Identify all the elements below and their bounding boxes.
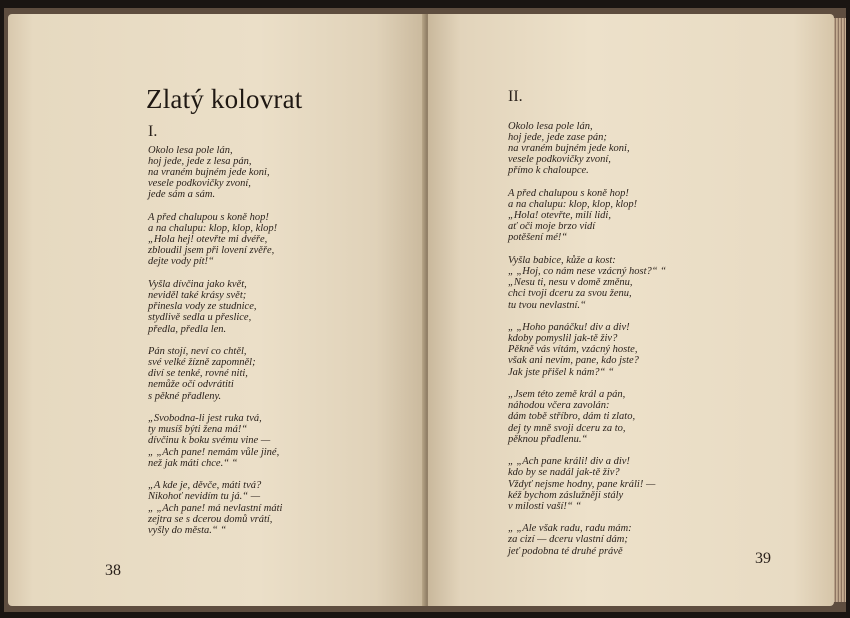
verse-line: Vždyť nejsme hodny, pane králi! —	[508, 478, 656, 490]
stanza	[148, 145, 378, 200]
verse-line: stydlivě sedla u přeslice,	[148, 312, 252, 324]
verse-line: náhodou včera zavolán:	[508, 400, 610, 412]
verse-line: Pěkně vás vítám, vzácný hoste,	[508, 344, 638, 356]
verse-line: „Hola! otevřte, milí lidi,	[508, 210, 611, 222]
verse-line: „Jsem této země král a pán,	[508, 389, 626, 401]
verse-line: „ „Ach pane! nemám vůle jiné,	[148, 446, 280, 458]
left-page	[8, 14, 426, 606]
section-number: II.	[508, 88, 523, 105]
verse-line: a na chalupu: klop, klop, klop!	[508, 199, 638, 211]
verse-line: „ „Hoho panáčku! div a div!	[508, 322, 630, 334]
verse-line: dám tobě stříbro, dám ti zlato,	[508, 411, 636, 423]
verse-line: však ani nevím, pane, kdo jste?	[508, 355, 639, 367]
verse-line: Okolo lesa pole lán,	[148, 145, 233, 156]
verse-line: na vraném bujném jede koni,	[148, 167, 270, 179]
verse-line: hoj jede, jede zase pán;	[508, 132, 607, 144]
stanza	[148, 480, 378, 535]
verse-line: Vyšla babice, kůže a kost:	[508, 255, 616, 267]
verse-line: v milosti vaší!“ “	[508, 500, 582, 512]
section-number: I.	[148, 123, 158, 140]
verse-line: ty musíš býti žena má!“	[148, 424, 248, 436]
verse-line: Okolo lesa pole lán,	[508, 121, 593, 132]
verse-line: dej ty mně svoji dceru za to,	[508, 422, 626, 434]
stanza	[508, 255, 768, 310]
stanza	[148, 413, 378, 468]
verse-line: nemůže očí odvrátiti	[148, 379, 234, 391]
stanza	[508, 389, 768, 444]
verse-line: „Hola hej! otevřte mi dvéře,	[148, 234, 268, 246]
verse-line: kéž bychom záslužněji stály	[508, 489, 624, 501]
verse-line: Vyšla dívčina jako květ,	[148, 279, 247, 291]
verse-line: své velké žízně zapomněl;	[148, 357, 256, 369]
verse-line: A před chalupou s koně hop!	[148, 212, 269, 224]
verse-line: na vraném bujném jede koni,	[508, 143, 630, 155]
verse-line: „ „Ach pane králi! div a div!	[508, 456, 630, 468]
verse-line: za cizí — dceru vlastní dám;	[508, 534, 628, 546]
right-page	[428, 14, 834, 606]
verse-line: přinesla vody ze studnice,	[148, 301, 257, 313]
stanza	[508, 523, 768, 556]
stanza	[148, 279, 378, 334]
verse-line: pěknou přadlenu.“	[508, 433, 588, 445]
verse-line: zbloudil jsem při lovení zvěře,	[148, 245, 275, 257]
verse-line: Nikohoť nevidím tu já.“ —	[148, 491, 261, 503]
verse-line: s pěkné přadleny.	[148, 390, 222, 402]
verse-line: „Nesu ti, nesu v domě změnu,	[508, 277, 633, 289]
verse-line: Jak jste přišel k nám?“ “	[508, 366, 614, 378]
verse-line: přímo k chaloupce.	[508, 165, 589, 177]
verse-line: neviděl také krásy svět;	[148, 290, 247, 302]
verse-line: tu tvou nevlastní.“	[508, 299, 586, 311]
verse-line: chci tvoji dceru za svou ženu,	[508, 288, 632, 300]
verse-line: vesele podkovičky zvoní,	[508, 154, 611, 166]
verse-line: potěšení mé!“	[508, 232, 568, 244]
poem-text	[508, 121, 768, 568]
verse-line: „ „Ach pane! má nevlastní máti	[148, 502, 283, 514]
page-number: 39	[755, 550, 771, 567]
verse-line: než jak máti chce.“ “	[148, 457, 238, 469]
stanza	[148, 346, 378, 401]
stanza	[508, 456, 768, 511]
verse-line: dívčinu k boku svému vine —	[148, 435, 271, 447]
verse-line: kdoby pomyslil jak-tě živ?	[508, 333, 618, 345]
verse-line: a na chalupu: klop, klop, klop!	[148, 223, 278, 235]
verse-line: dejte vody pít!“	[148, 256, 214, 268]
page-number: 38	[105, 562, 121, 579]
verse-line: „ „Ale však radu, radu mám:	[508, 523, 632, 535]
verse-line: jeť podobna té druhé právě	[508, 545, 623, 557]
verse-line: zejtra se s dcerou domů vrátí,	[148, 513, 273, 525]
stanza	[508, 121, 768, 176]
verse-line: A před chalupou s koně hop!	[508, 188, 629, 200]
page-title: Zlatý kolovrat	[146, 84, 303, 114]
verse-line: vyšly do města.“ “	[148, 524, 227, 536]
stanza	[508, 322, 768, 377]
stanza	[508, 188, 768, 243]
poem-text	[148, 145, 378, 547]
verse-line: jede sám a sám.	[148, 189, 216, 201]
stanza	[148, 212, 378, 267]
verse-line: Pán stojí, neví co chtěl,	[148, 346, 247, 358]
open-book	[4, 8, 846, 612]
verse-line: hoj jede, jede z lesa pán,	[148, 156, 252, 168]
verse-line: „A kde je, děvče, máti tvá?	[148, 480, 262, 492]
verse-line: ať oči moje brzo vidí	[508, 221, 596, 233]
verse-line: „Svobodna-li jest ruka tvá,	[148, 413, 262, 425]
verse-line: kdo by se nadál jak-tě živ?	[508, 467, 620, 479]
verse-line: předla, předla len.	[148, 323, 227, 335]
verse-line: diví se tenké, rovné niti,	[148, 368, 248, 380]
verse-line: „ „Hoj, co nám nese vzácný host?“ “	[508, 266, 667, 278]
page-edges	[834, 18, 846, 602]
verse-line: vesele podkovičky zvoní,	[148, 178, 251, 190]
